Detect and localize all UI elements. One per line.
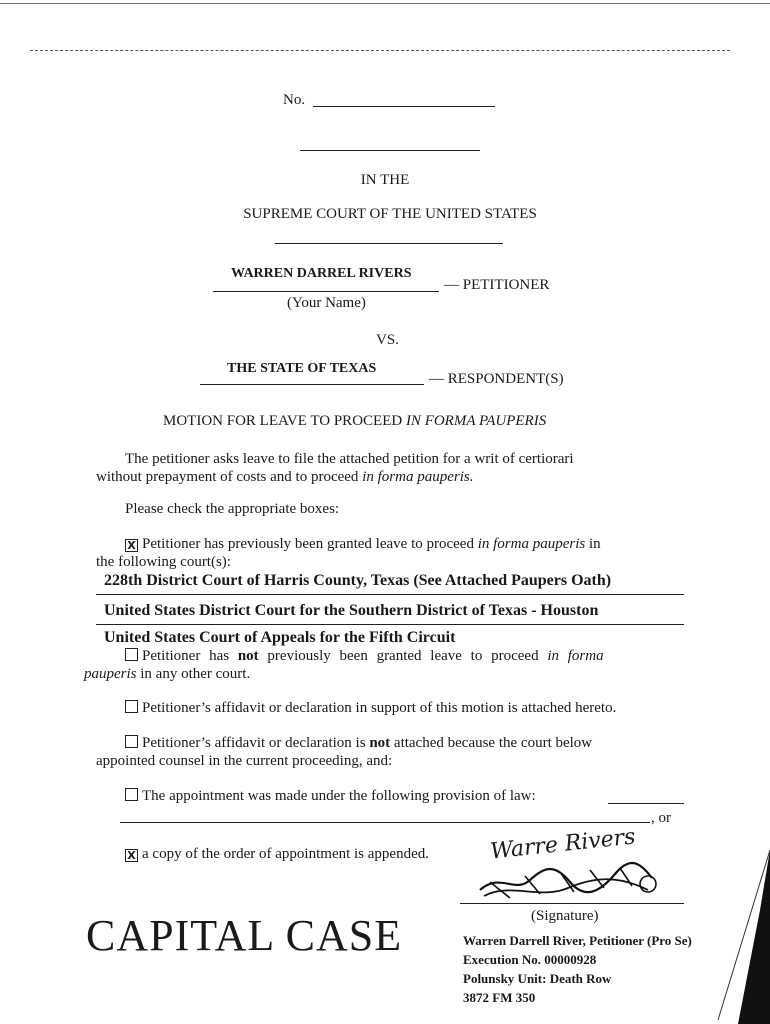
separator-line <box>300 150 480 151</box>
petitioner-name: WARREN DARREL RIVERS <box>231 266 412 281</box>
motion-title: MOTION FOR LEAVE TO PROCEED IN FORMA PAUPERIS <box>163 413 547 429</box>
signature-line <box>460 903 684 904</box>
capital-case-stamp: CAPITAL CASE <box>86 911 403 960</box>
or-label: , or <box>651 810 671 826</box>
court-entry: 228th District Court of Harris County, Texas (See Attached Paupers Oath) <box>104 572 612 589</box>
signer-execution: Execution No. 00000928 <box>463 952 597 967</box>
signer-block <box>463 931 692 1007</box>
signer-address: 3872 FM 350 <box>463 990 536 1005</box>
item-order-appended: X a copy of the order of appointment is appended. <box>125 846 429 863</box>
provision-line <box>120 822 650 823</box>
provision-line-end <box>608 803 684 804</box>
signer-unit: Polunsky Unit: Death Row <box>463 971 612 986</box>
case-number-label: No. <box>283 92 306 108</box>
item-not-granted: Petitioner has not previously been granted leave to proceed in forma <box>125 648 604 665</box>
item-not-granted-cont: pauperis in any other court. <box>84 666 251 682</box>
item-affidavit-not-attached: Petitioner’s affidavit or declaration is not attached because the court below <box>125 735 592 752</box>
checkbox-affidavit-attached[interactable] <box>125 700 138 713</box>
in-the-heading: IN THE <box>360 172 410 188</box>
scan-edge-line <box>0 3 770 4</box>
respondent-name: THE STATE OF TEXAS <box>227 361 377 376</box>
versus-label: VS. <box>376 332 399 348</box>
court-underline <box>275 243 503 244</box>
checkbox-previously-granted[interactable]: X <box>125 539 138 552</box>
petitioner-role: — PETITIONER <box>444 277 550 293</box>
checkbox-affidavit-not-attached[interactable] <box>125 735 138 748</box>
signature-flourish-icon <box>470 852 665 904</box>
item-affidavit-not-attached-cont: appointed counsel in the current proceeding, and: <box>96 753 393 769</box>
scan-noise-line <box>30 50 730 51</box>
court-entry: United States District Court for the Southern District of Texas - Houston <box>104 602 599 619</box>
case-number-line <box>313 106 495 107</box>
intro-line-1: The petitioner asks leave to file the attached petition for a writ of certiorari <box>125 451 574 467</box>
signature-scrawl: Warre Rivers <box>489 824 637 865</box>
intro-line-2: without prepayment of costs and to proceed in forma pauperis. <box>96 469 474 485</box>
item-affidavit-attached: Petitioner’s affidavit or declaration in support of this motion is attached hereto. <box>125 700 616 717</box>
checkbox-order-appended[interactable]: X <box>125 849 138 862</box>
signer-name: Warren Darrell River, Petitioner (Pro Se) <box>463 933 692 948</box>
item-previously-granted-cont: the following court(s): <box>96 554 231 570</box>
your-name-caption: (Your Name) <box>287 295 366 311</box>
signature-caption: (Signature) <box>531 908 599 924</box>
item-appointment-provision: The appointment was made under the following provision of law: <box>125 788 536 805</box>
court-entry: United States Court of Appeals for the Fifth Circuit <box>104 629 456 646</box>
scan-edge-shadow <box>700 850 770 1024</box>
court-entry-line <box>96 624 684 625</box>
checkbox-appointment-provision[interactable] <box>125 788 138 801</box>
respondent-name-line <box>200 384 424 385</box>
court-entry-line <box>96 594 684 595</box>
respondent-role: — RESPONDENT(S) <box>429 371 564 387</box>
petitioner-name-line <box>213 291 439 292</box>
checkbox-not-granted[interactable] <box>125 648 138 661</box>
court-heading: SUPREME COURT OF THE UNITED STATES <box>243 206 537 222</box>
item-previously-granted: X Petitioner has previously been granted leave to proceed in forma pauperis in <box>125 536 601 553</box>
check-instruction: Please check the appropriate boxes: <box>125 501 340 517</box>
